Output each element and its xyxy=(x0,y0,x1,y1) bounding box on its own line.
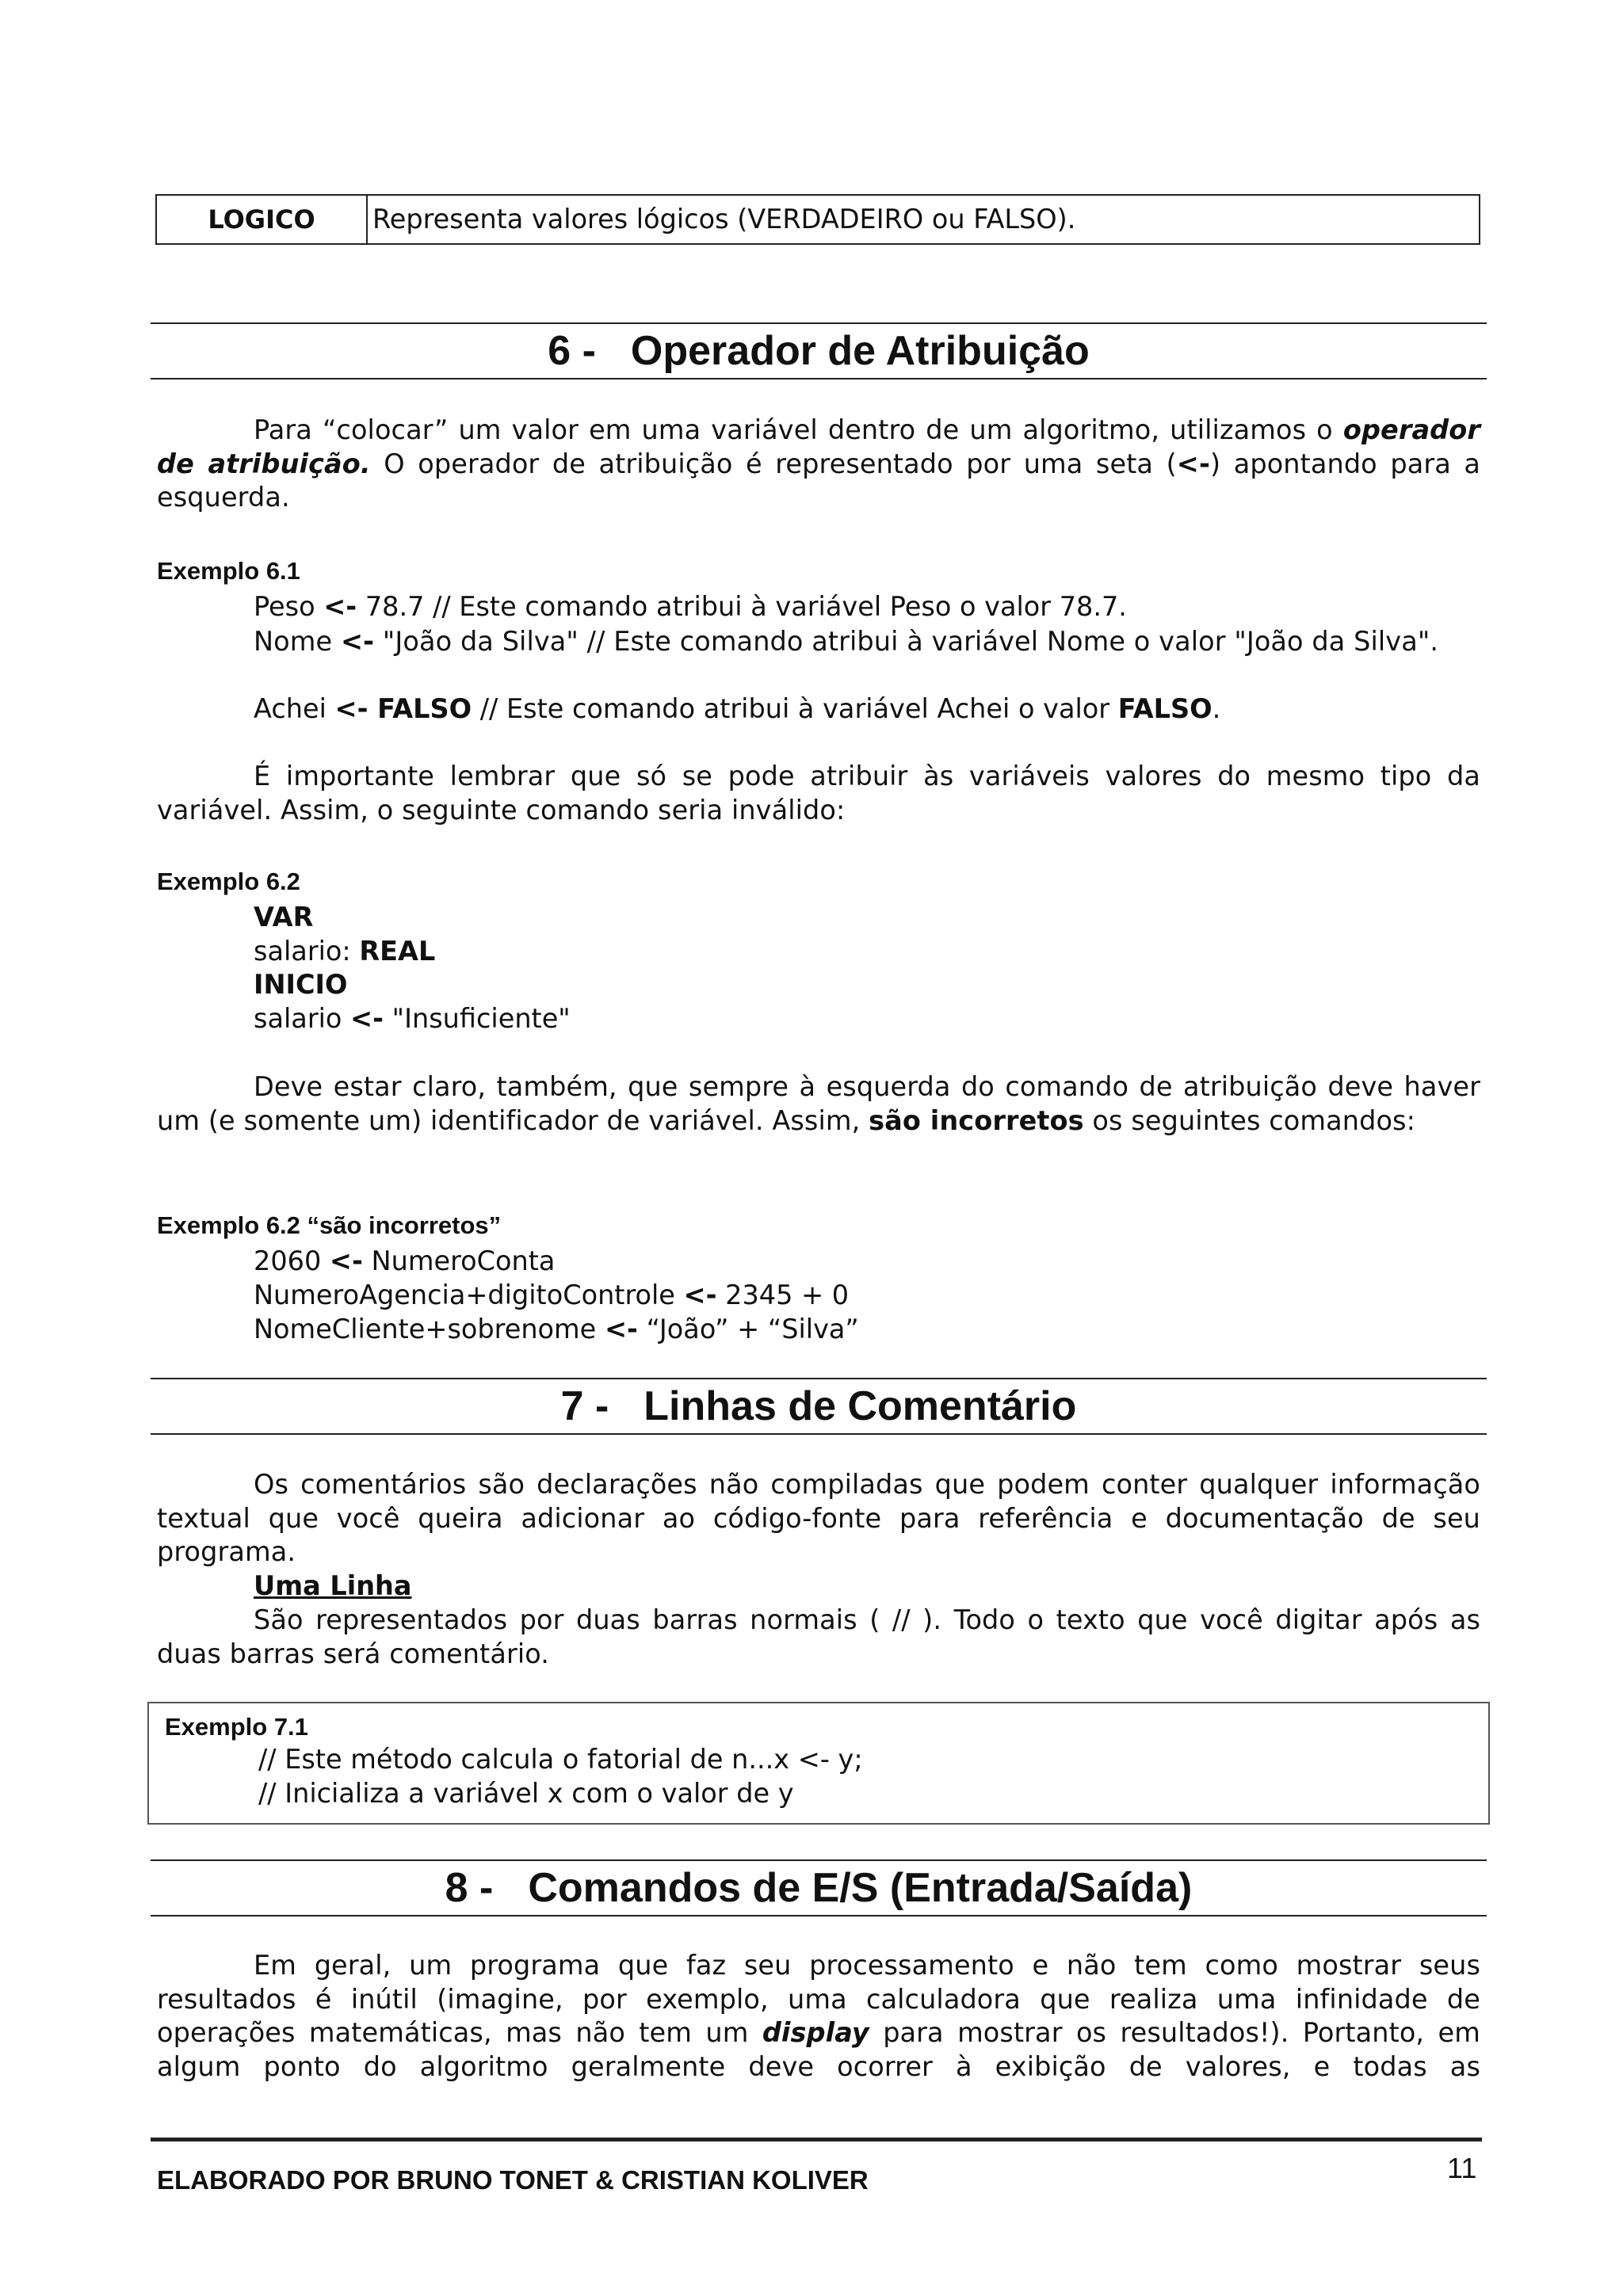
code-operator: <- xyxy=(683,1280,717,1310)
example-6-2-decl xyxy=(157,935,435,969)
intro-text: Para “colocar” um valor em uma variável dentro de um algoritmo, utilizamos o xyxy=(254,414,1343,445)
section-6-number: 6 - xyxy=(548,328,596,374)
section-7-para-2: São representados por duas barras normais ( // ). Todo o texto que você digitar após as duas barras será comentário. xyxy=(157,1604,1480,1669)
section-7-number: 7 - xyxy=(560,1383,609,1429)
code-text: 2345 + 0 xyxy=(716,1280,850,1310)
code-text: NomeCliente+sobrenome xyxy=(254,1314,605,1344)
incorrect-line-3 xyxy=(157,1313,859,1347)
section-7-heading xyxy=(151,1378,1487,1435)
para-bold: são incorretos xyxy=(869,1104,1084,1136)
example-7-1-line-1: // Este método calcula o fatorial de n...x <- y; xyxy=(258,1744,863,1775)
code-operator: <- xyxy=(323,591,357,622)
intro-bold-term: operador de atribuição. xyxy=(157,414,1480,479)
section-7-para-1: Os comentários são declarações não compiladas que podem conter qualquer informação textual que você queira adicionar ao código-fonte para referência e documentação de seu programa. xyxy=(157,1469,1480,1567)
footer-authors: ELABORADO POR BRUNO TONET & CRISTIAN KOLIVER xyxy=(157,2165,869,2195)
subheading-text: Uma Linha xyxy=(254,1570,412,1601)
example-6-2-incorrect-label: Exemplo 6.2 “são incorretos” xyxy=(157,1211,502,1239)
example-6-2-label: Exemplo 6.2 xyxy=(157,868,300,895)
code-text: "João da Silva" // Este comando atribui à variável Nome o valor "João da Silva". xyxy=(374,626,1439,657)
intro-text-3: ) apontando para a esquerda. xyxy=(157,448,1481,513)
example-7-1-box xyxy=(147,1702,1490,1825)
para-text: os seguintes comandos: xyxy=(1083,1104,1415,1136)
example-6-1-line-2 xyxy=(157,625,1480,659)
section-6-heading xyxy=(151,322,1487,379)
para-bold-italic: display xyxy=(762,2017,869,2048)
code-keyword: REAL xyxy=(359,936,436,967)
example-6-2-inicio xyxy=(157,968,348,1002)
section-8-title: Comandos de E/S (Entrada/Saída) xyxy=(528,1865,1193,1911)
example-6-1-line-3 xyxy=(157,692,1480,727)
code-keyword: VAR xyxy=(254,902,314,933)
incorrect-line-2 xyxy=(157,1279,849,1313)
code-text: Nome xyxy=(254,626,341,657)
code-text: Achei xyxy=(254,693,335,724)
para-text: Deve estar claro, também, que sempre à esquerda do comando de atribuição deve haver um (e somente um) identificador de variável. Assim, xyxy=(157,1071,1480,1136)
code-text: NumeroAgencia+digitoControle xyxy=(254,1280,684,1310)
code-text: salario xyxy=(254,1003,351,1034)
section-8-number: 8 - xyxy=(445,1865,494,1911)
footer-rule xyxy=(151,2138,1482,2142)
page-number: 11 xyxy=(1447,2152,1477,2184)
intro-text-2: O operador de atribuição é representado por uma seta ( xyxy=(370,448,1177,479)
code-text: . xyxy=(1212,693,1221,724)
code-text: "Insuficiente" xyxy=(384,1003,571,1034)
example-6-1-label: Exemplo 6.1 xyxy=(157,557,300,585)
example-6-2-var xyxy=(157,901,313,935)
section-6-title: Operador de Atribuição xyxy=(630,328,1090,374)
code-operator: <- xyxy=(350,1003,384,1034)
example-6-1-line-1 xyxy=(157,590,1480,624)
code-keyword: INICIO xyxy=(254,969,348,1000)
example-7-1-line-2: // Inicializa a variável x com o valor de y xyxy=(258,1777,794,1809)
para-text: Em geral, um programa que faz seu processamento e não tem como mostrar seus resultados é inútil (imagine, por exemplo, uma calculadora que realiza uma infinidade de operações matemáticas, mas não tem um xyxy=(157,1950,1480,2048)
para-text: para mostrar os resultados!). Portanto, em algum ponto do algoritmo geralmente deve ocorrer à exibição de valores, e todas as xyxy=(157,2017,1480,2082)
code-text: “João” + “Silva” xyxy=(637,1314,859,1344)
incorrect-line-1 xyxy=(157,1245,555,1279)
code-text: 2060 xyxy=(254,1245,330,1276)
code-operator: <- xyxy=(604,1314,638,1344)
code-text: NumeroConta xyxy=(362,1245,556,1276)
type-name-cell: LOGICO xyxy=(157,196,368,243)
code-operator: <- xyxy=(329,1245,363,1276)
section-7-subheading xyxy=(157,1569,412,1604)
type-table-row xyxy=(155,194,1480,245)
code-text: 78.7 // Este comando atribui à variável Peso o valor 78.7. xyxy=(357,591,1127,622)
example-7-1-label: Exemplo 7.1 xyxy=(165,1713,308,1741)
section-7-title: Linhas de Comentário xyxy=(643,1383,1077,1429)
section-6-para-2: É importante lembrar que só se pode atribuir às variáveis valores do mesmo tipo da variável. Assim, o seguinte comando seria inválido: xyxy=(157,761,1480,826)
code-text: salario: xyxy=(254,936,360,967)
section-8-heading xyxy=(151,1859,1487,1917)
code-operator: <- xyxy=(340,626,375,657)
type-description-cell: Representa valores lógicos (VERDADEIRO ou FALSO). xyxy=(372,204,1076,235)
code-operator: <- FALSO xyxy=(334,693,472,724)
code-keyword: FALSO xyxy=(1117,693,1212,724)
section-6-para-3 xyxy=(157,1070,1480,1138)
code-text: // Este comando atribui à variável Achei o valor xyxy=(472,693,1118,724)
section-8-para xyxy=(157,1949,1480,2084)
section-6-intro xyxy=(157,414,1480,515)
example-6-2-assign xyxy=(157,1002,571,1036)
code-text: Peso xyxy=(254,591,324,622)
arrow-symbol: <- xyxy=(1176,448,1210,479)
